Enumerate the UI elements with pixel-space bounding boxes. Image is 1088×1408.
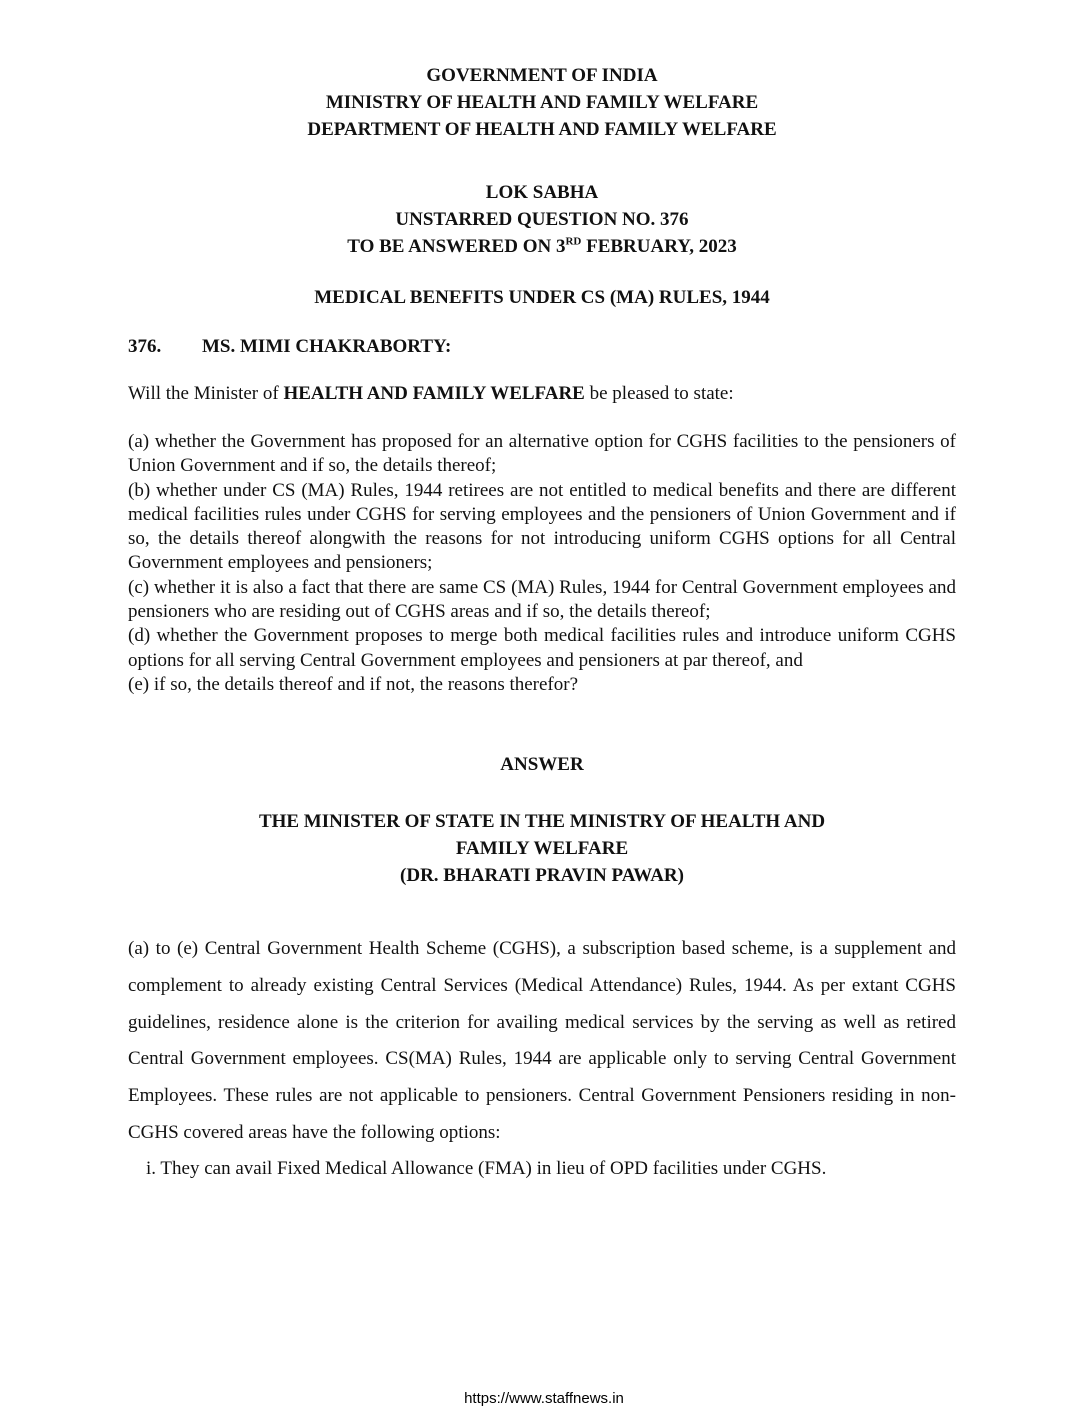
question-part-b: (b) whether under CS (MA) Rules, 1944 retirees are not entitled to medical benefits and there are different medical facilities rules under CGHS for serving employees and the pensioners of Union Government and if so, the details thereof alongwith the reasons for not introducing uniform CGHS options for all Central Government employees and pensioners; — [128, 479, 956, 574]
minister-name: (DR. BHARATI PRAVIN PAWAR) — [400, 865, 684, 887]
answer-option-i: i. They can avail Fixed Medical Allowance (FMA) in lieu of OPD facilities under CGHS. — [146, 1158, 827, 1180]
answer-date-ordinal: RD — [565, 235, 582, 248]
question-member-line — [128, 335, 956, 359]
question-part-c: (c) whether it is also a fact that there are same CS (MA) Rules, 1944 for Central Government employees and pensioners who are residing out of CGHS areas and if so, the details thereof; — [128, 576, 956, 623]
question-topic: MEDICAL BENEFITS UNDER CS (MA) RULES, 1944 — [314, 287, 770, 308]
footer-url: https://www.staffnews.in — [464, 1390, 624, 1407]
house-name: LOK SABHA — [485, 182, 599, 203]
answer-date — [128, 233, 956, 260]
header-department: DEPARTMENT OF HEALTH AND FAMILY WELFARE — [307, 119, 777, 140]
question-number: 376. — [128, 336, 162, 357]
member-name: MS. MIMI CHAKRABORTY: — [202, 336, 452, 357]
answer-heading: ANSWER — [500, 754, 584, 776]
question-part-a: (a) whether the Government has proposed for an alternative option for CGHS facilities to the pensioners of Union Government and if so, the details thereof; — [128, 431, 956, 477]
minister-block — [128, 808, 956, 889]
document-page — [128, 62, 956, 1188]
question-part-e: (e) if so, the details thereof and if not, the reasons therefor? — [128, 673, 579, 695]
answer-date-suffix: FEBRUARY, 2023 — [581, 236, 737, 257]
header-ministry: MINISTRY OF HEALTH AND FAMILY WELFARE — [325, 92, 759, 113]
intro-prefix: Will the Minister of — [128, 383, 284, 404]
answer-body — [128, 931, 956, 1151]
intro-suffix: be pleased to state: — [584, 383, 734, 404]
minister-title-line2: FAMILY WELFARE — [455, 838, 629, 860]
document-header — [128, 62, 956, 143]
intro-ministry: HEALTH AND FAMILY WELFARE — [283, 383, 585, 404]
lok-sabha-block — [128, 179, 956, 260]
question-parts — [128, 430, 956, 697]
question-part-d: (d) whether the Government proposes to merge both medical facilities rules and introduce uniform CGHS options for all serving Central Government employees and pensioners at par thereof, and — [128, 625, 956, 671]
answer-paragraph: (a) to (e) Central Government Health Scheme (CGHS), a subscription based scheme, is a supplement and complement to already existing Central Services (Medical Attendance) Rules, 1944. As per extant CGHS guidelines, residence alone is the criterion for availing medical services by the serving as well as retired Central Government employees. CS(MA) Rules, 1944 are applicable only to serving Central Government Employees. These rules are not applicable to pensioners. Central Government Pensioners residing in non-CGHS covered areas have the following options: — [128, 938, 956, 1143]
header-government: GOVERNMENT OF INDIA — [426, 65, 658, 86]
question-number-title: UNSTARRED QUESTION NO. 376 — [395, 209, 689, 230]
answer-date-prefix: TO BE ANSWERED ON 3 — [347, 236, 566, 257]
question-intro — [128, 382, 956, 406]
minister-title-line1: THE MINISTER OF STATE IN THE MINISTRY OF HEALTH AND — [258, 811, 826, 833]
